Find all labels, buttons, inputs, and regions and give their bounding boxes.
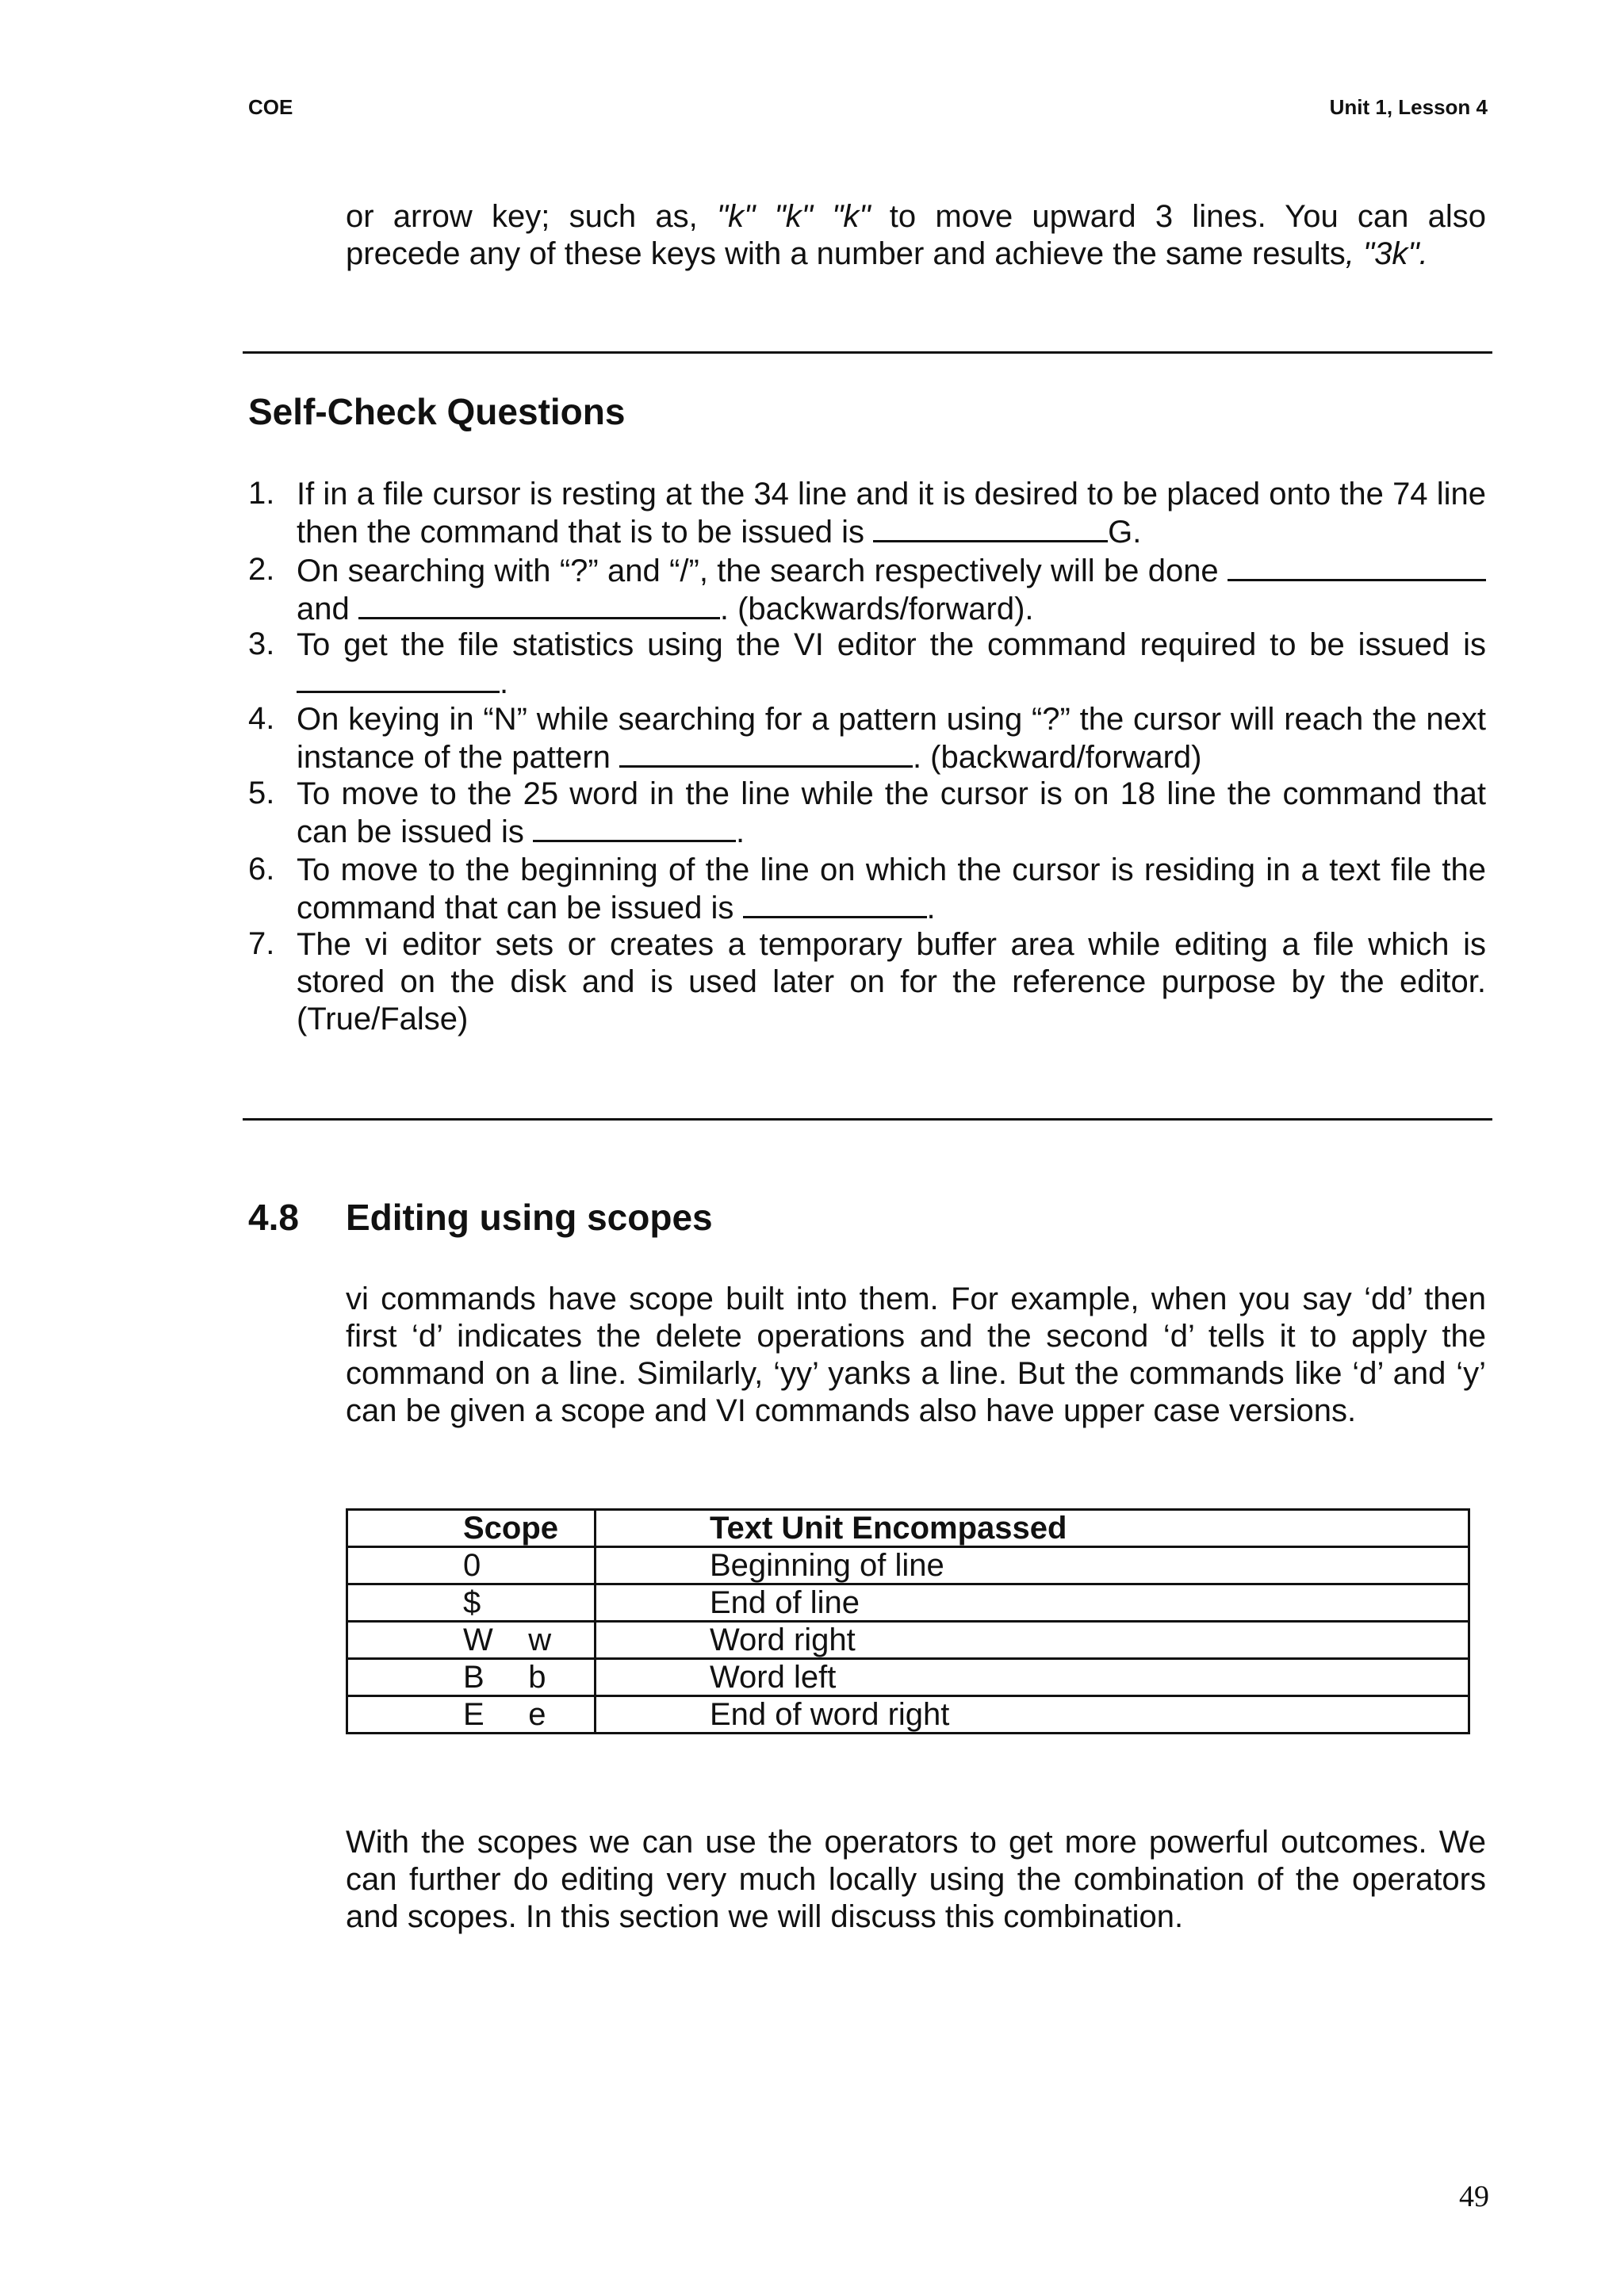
table-cell: Word right	[596, 1622, 1469, 1659]
table-cell: Beginning of line	[596, 1547, 1469, 1584]
table-cell: 0	[347, 1547, 596, 1584]
question-7: The vi editor sets or creates a temporary buffer area while editing a file which is stored on the disk and is used later on for the reference purpose by the editor. (True/False)	[297, 927, 1486, 1036]
section-number: 4.8	[248, 1197, 299, 1238]
intro-text: or arrow key; such as,	[346, 199, 717, 234]
table-cell: B b	[347, 1659, 596, 1696]
question-number: 3.	[248, 626, 275, 661]
answer-blank	[297, 664, 500, 693]
table-cell: End of word right	[596, 1696, 1469, 1734]
question-3: To get the file statistics using the VI editor the command required to be issued is .	[297, 627, 1486, 700]
section-paragraph-1: vi commands have scope built into them. For example, when you say ‘dd’ then first ‘d’ indicates the delete operations and the second ‘d’ tells it to apply the command on a line. Similarly, ‘yy’ yanks a line. But the commands like ‘d’ and ‘y’ can be given a scope and VI commands also have upper case versions.	[346, 1282, 1486, 1428]
section-title: Editing using scopes	[346, 1197, 713, 1238]
question-number: 5.	[248, 776, 275, 810]
answer-blank	[619, 738, 913, 768]
table-row	[347, 1622, 1469, 1659]
table-cell: $	[347, 1584, 596, 1622]
table-header-cell: Text Unit Encompassed	[596, 1510, 1469, 1547]
table-row	[347, 1547, 1469, 1584]
self-check-title: Self-Check Questions	[248, 391, 626, 432]
header-right: Unit 1, Lesson 4	[1329, 95, 1488, 119]
question-1: If in a file cursor is resting at the 34 line and it is desired to be placed onto the 74 line then the command that is to be issued is G.	[297, 477, 1486, 550]
section-paragraph-2: With the scopes we can use the operators to get more powerful outcomes. We can further do editing very much locally using the combination of the operators and scopes. In this section we will discuss this combination.	[346, 1825, 1486, 1934]
answer-blank	[873, 513, 1108, 542]
question-4: On keying in “N” while searching for a pattern using “?” the cursor will reach the next instance of the pattern . (backward/forward)	[297, 702, 1486, 775]
scope-table	[346, 1508, 1470, 1734]
table-cell: E e	[347, 1696, 596, 1734]
intro-example: , "3k".	[1345, 236, 1428, 271]
table-header-cell: Scope	[347, 1510, 596, 1547]
intro-example: "k" "k" "k"	[716, 199, 871, 234]
header-left: COE	[248, 95, 293, 119]
answer-blank	[533, 813, 736, 842]
question-2: On searching with “?” and “/”, the search respectively will be done and . (backwards/forward).	[297, 552, 1486, 628]
table-cell: Word left	[596, 1659, 1469, 1696]
question-5: To move to the 25 word in the line while the cursor is on 18 line the command that can be issued is .	[297, 776, 1486, 849]
divider	[243, 351, 1492, 354]
table-header-row	[347, 1510, 1469, 1547]
question-number: 4.	[248, 701, 275, 736]
divider	[243, 1118, 1492, 1121]
question-number: 2.	[248, 552, 275, 587]
question-number: 7.	[248, 926, 275, 961]
question-number: 6.	[248, 852, 275, 887]
table-row	[347, 1696, 1469, 1734]
intro-text: to move upward 3 lines. You can also	[870, 199, 1487, 234]
answer-blank	[1228, 552, 1486, 581]
answer-blank	[743, 889, 927, 918]
table-cell: End of line	[596, 1584, 1469, 1622]
table-row	[347, 1659, 1469, 1696]
question-6: To move to the beginning of the line on which the cursor is residing in a text file the command that can be issued is .	[297, 852, 1486, 925]
table-row	[347, 1584, 1469, 1622]
intro-paragraph	[346, 198, 1486, 273]
page-number: 49	[1459, 2180, 1489, 2213]
answer-blank	[358, 590, 720, 619]
table-cell: W w	[347, 1622, 596, 1659]
question-number: 1.	[248, 476, 275, 511]
intro-text: precede any of these keys with a number and achieve the same results	[346, 236, 1346, 271]
